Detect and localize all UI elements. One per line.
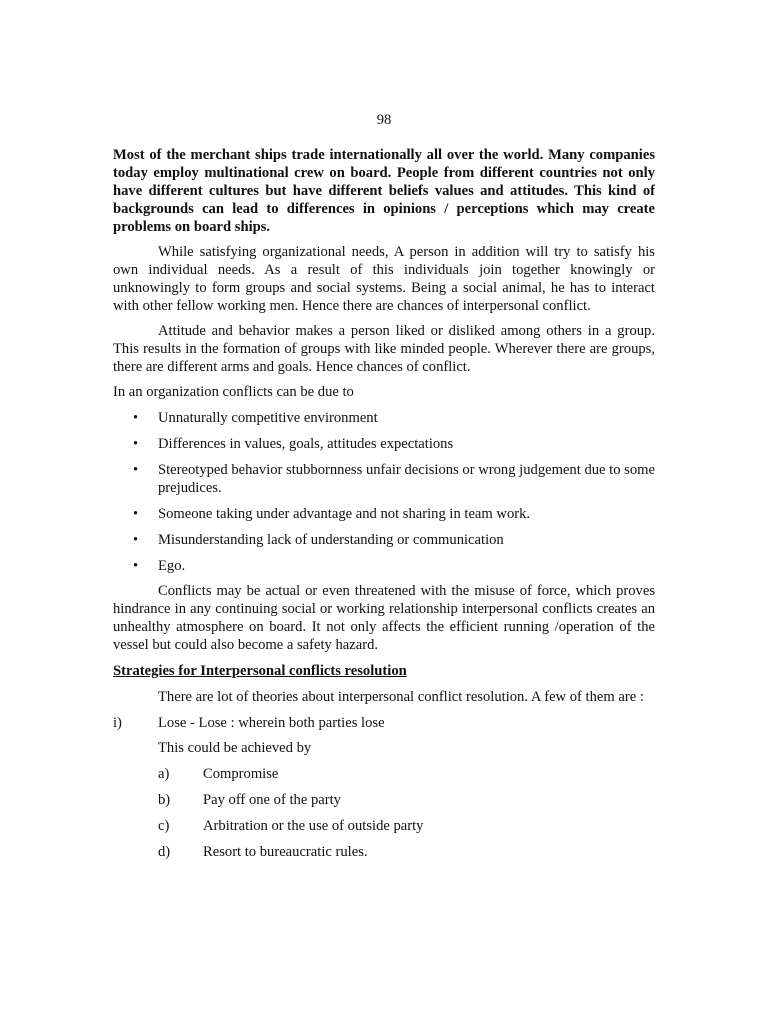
list-item-text: Ego. [158, 558, 186, 574]
section-heading-strategies: Strategies for Interpersonal conflicts resolution [113, 663, 407, 679]
list-item [113, 461, 655, 497]
bullet-icon: • [133, 506, 139, 522]
method-item [113, 765, 655, 783]
list-item [113, 409, 655, 427]
method-text: Resort to bureaucratic rules. [203, 844, 368, 860]
strategy-number: i) [113, 715, 122, 731]
conflict-causes-intro: In an organization conflicts can be due to [113, 384, 354, 400]
list-item-text: Unnaturally competitive environment [158, 410, 378, 426]
strategy-item [113, 714, 655, 732]
method-text: Compromise [203, 766, 279, 782]
method-item [113, 791, 655, 809]
bullet-icon: • [133, 532, 139, 548]
conflict-causes-list [113, 409, 655, 575]
method-letter: a) [158, 766, 170, 782]
bullet-icon: • [133, 410, 139, 426]
list-item [113, 531, 655, 549]
paragraph-conflicts: Conflicts may be actual or even threatened with the misuse of force, which proves hindrance in any continuing social or working relationship interpersonal conflicts creates an unhealthy atmosphere on board. It not only affects the efficient running /operation of the vessel but could also become a safety hazard. [113, 583, 655, 653]
list-item-text: Differences in values, goals, attitudes expectations [158, 436, 454, 452]
page-number: 98 [376, 112, 392, 128]
paragraph-strategies-intro: There are lot of theories about interpersonal conflict resolution. A few of them are : [158, 689, 644, 705]
method-letter: b) [158, 792, 171, 808]
method-item [113, 843, 655, 861]
list-item [113, 505, 655, 523]
strategy-text: Lose - Lose : wherein both parties lose [158, 715, 385, 731]
list-item [113, 435, 655, 453]
intro-paragraph: Most of the merchant ships trade internationally all over the world. Many companies today employ multinational crew on board. People from different countries not only have different cultures but have different beliefs values and attitudes. This kind of backgrounds can lead to differences in opinions / perceptions which may create problems on board ships. [113, 147, 655, 235]
method-letter: d) [158, 844, 171, 860]
method-text: Arbitration or the use of outside party [203, 818, 424, 834]
strategy-achieved-by: This could be achieved by [158, 740, 312, 756]
method-item [113, 817, 655, 835]
bullet-icon: • [133, 558, 139, 574]
method-letter: c) [158, 818, 170, 834]
paragraph-attitude-behavior: Attitude and behavior makes a person liked or disliked among others in a group. This results in the formation of groups with like minded people. Wherever there are groups, there are different arms and goals. Hence chances of conflict. [113, 323, 655, 375]
list-item-text: Stereotyped behavior stubbornness unfair decisions or wrong judgement due to some prejudices. [158, 462, 655, 496]
method-text: Pay off one of the party [203, 792, 341, 808]
paragraph-organizational-needs: While satisfying organizational needs, A person in addition will try to satisfy his own individual needs. As a result of this individuals join together knowingly or unknowingly to form groups and social systems. Being a social animal, he has to interact with other fellow working men. Hence there are chances of interpersonal conflict. [113, 244, 655, 314]
list-item-text: Misunderstanding lack of understanding or communication [158, 532, 504, 548]
page-content [113, 146, 655, 869]
list-item-text: Someone taking under advantage and not sharing in team work. [158, 506, 531, 522]
list-item [113, 557, 655, 575]
bullet-icon: • [133, 462, 139, 478]
bullet-icon: • [133, 436, 139, 452]
